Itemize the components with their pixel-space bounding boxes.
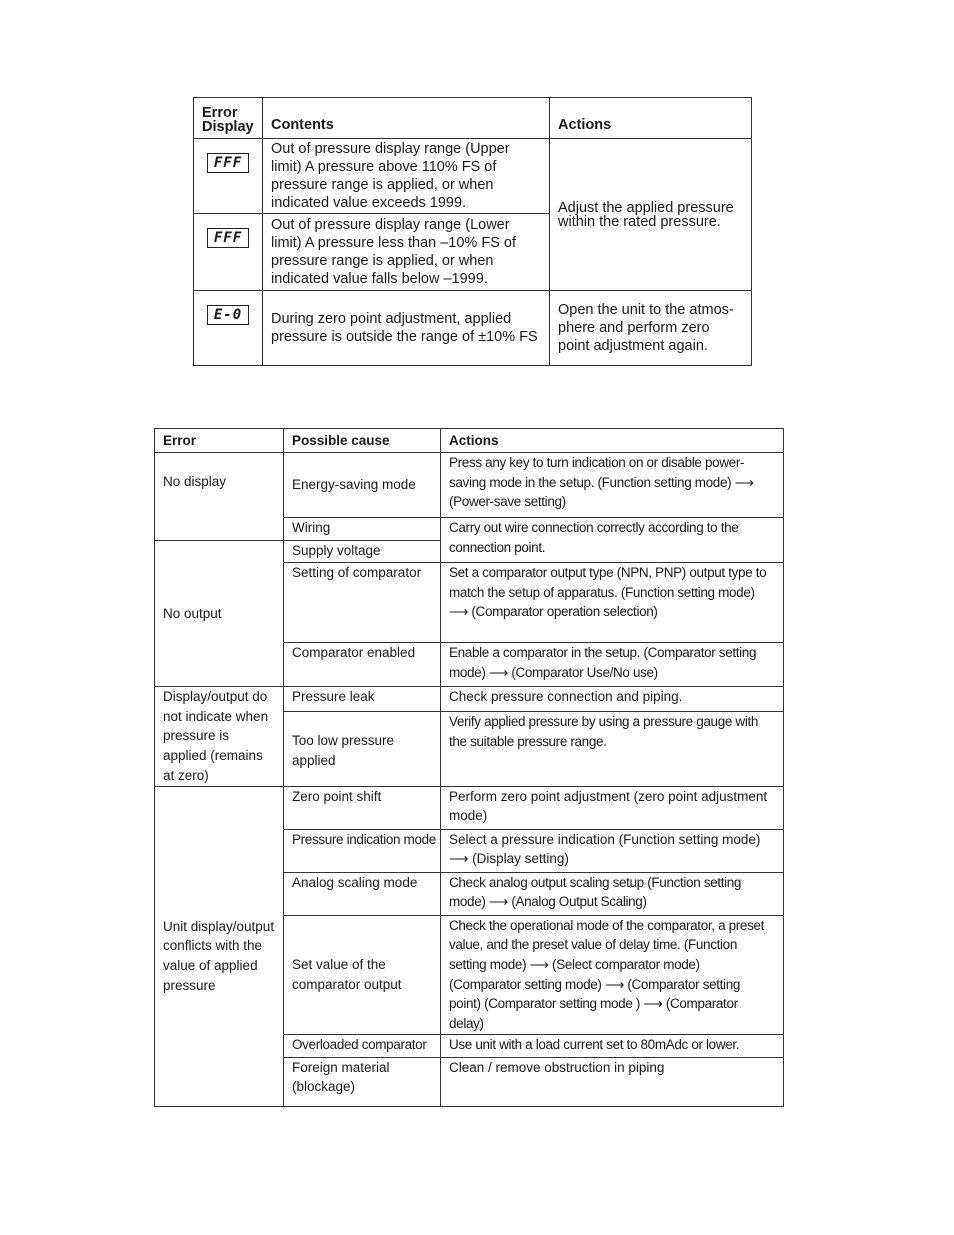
error-display-cell (194, 139, 263, 214)
cause-cell: Energy-saving mode (284, 453, 441, 518)
header-error-display: Error Display (194, 98, 263, 139)
action-cell: Select a pressure indication (Function setting mode) ⟶ (Display setting) (441, 829, 784, 872)
action-cell: Carry out wire connection correctly according to the connection point. (441, 518, 784, 563)
contents-cell: Out of pressure display range (Lower limit) A pressure less than –10% FS of pressure range is applied, or when indicated value falls below –1999. (263, 214, 550, 291)
error-display-cell (194, 214, 263, 291)
contents-cell: During zero point adjustment, applied pressure is outside the range of ±10% FS (263, 291, 550, 366)
cause-cell: Zero point shift (284, 786, 441, 829)
troubleshooting-table (154, 428, 784, 1107)
cause-cell: Foreign material (blockage) (284, 1057, 441, 1106)
segment-display-e0: E-0 (207, 305, 249, 325)
action-cell: Check pressure connection and piping. (441, 687, 784, 712)
table-row (155, 453, 784, 518)
cause-cell: Set value of the comparator output (284, 915, 441, 1034)
cause-cell: Wiring (284, 518, 441, 541)
segment-display-fff-upper: FFF (207, 153, 249, 173)
error-display-cell (194, 291, 263, 366)
action-cell: Set a comparator output type (NPN, PNP) output type to match the setup of apparatus. (Function setting mode) ⟶ (Comparator operation selection) (441, 563, 784, 643)
error-no-output: No output (155, 541, 284, 687)
action-cell: Perform zero point adjustment (zero point adjustment mode) (441, 786, 784, 829)
error-display-table (193, 97, 752, 366)
cause-cell: Analog scaling mode (284, 872, 441, 915)
action-cell: Clean / remove obstruction in piping (441, 1057, 784, 1106)
cause-cell: Pressure leak (284, 687, 441, 712)
cause-cell: Comparator enabled (284, 643, 441, 687)
error-zero: Display/output do not indicate when pressure is applied (remains at zero) (155, 687, 284, 787)
action-cell: Press any key to turn indication on or disable power-saving mode in the setup. (Function setting mode) ⟶ (Power-save setting) (441, 453, 784, 518)
segment-display-fff-lower: FFF (207, 228, 249, 248)
cause-cell: Too low pressure applied (284, 711, 441, 786)
table-row (194, 139, 752, 214)
action-cell: Use unit with a load current set to 80mAdc or lower. (441, 1034, 784, 1057)
action-cell: Enable a comparator in the setup. (Comparator setting mode) ⟶ (Comparator Use/No use) (441, 643, 784, 687)
cause-cell: Setting of comparator (284, 563, 441, 643)
header-actions: Actions (441, 429, 784, 453)
cause-cell: Pressure indication mode (284, 829, 441, 872)
header-error: Error (155, 429, 284, 453)
error-conflict: Unit display/output conflicts with the value of applied pressure (155, 786, 284, 1106)
action-cell: Check the operational mode of the comparator, a preset value, and the preset value of delay time. (Function setting mode) ⟶ (Select comparator mode) (Comparator setting mode) ⟶ (Comparator setting point) (Comparator setting mode ) ⟶ (Comparator delay) (441, 915, 784, 1034)
table-row (194, 291, 752, 366)
shared-action-cell: Adjust the applied pressure within the rated pressure. (550, 139, 752, 291)
table-row (155, 786, 784, 829)
table-header-row (155, 429, 784, 453)
action-cell: Open the unit to the atmos- phere and perform zero point adjustment again. (550, 291, 752, 366)
cause-cell: Supply voltage (284, 541, 441, 563)
header-actions: Actions (550, 98, 752, 139)
header-contents: Contents (263, 98, 550, 139)
error-no-display: No display (155, 453, 284, 541)
action-cell: Check analog output scaling setup (Function setting mode) ⟶ (Analog Output Scaling) (441, 872, 784, 915)
cause-cell: Overloaded comparator (284, 1034, 441, 1057)
contents-cell: Out of pressure display range (Upper limit) A pressure above 110% FS of pressure range is applied, or when indicated value exceeds 1999. (263, 139, 550, 214)
action-cell: Verify applied pressure by using a pressure gauge with the suitable pressure range. (441, 711, 784, 786)
table-header-row (194, 98, 752, 139)
header-possible-cause: Possible cause (284, 429, 441, 453)
table-row (155, 687, 784, 712)
